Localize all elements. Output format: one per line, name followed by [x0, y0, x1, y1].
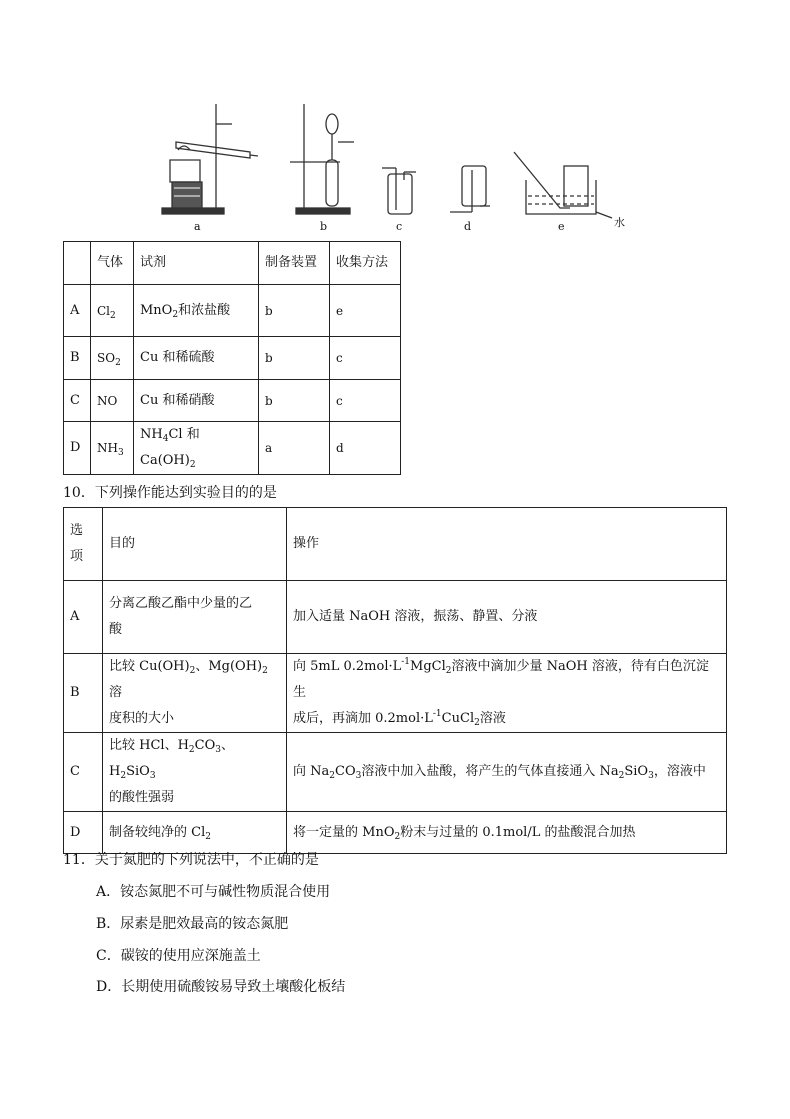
option-d: D．长期使用硫酸铵易导致土壤酸化板结 — [96, 979, 346, 995]
table-header-row — [64, 508, 727, 581]
collect-cell: e — [330, 285, 401, 337]
table-row — [64, 812, 727, 854]
header-cell — [64, 242, 91, 285]
row-label: C — [64, 733, 103, 812]
label-a: a — [194, 220, 201, 233]
option-a: A．铵态氮肥不可与碱性物质混合使用 — [96, 884, 331, 900]
gas-cell: $NH_3$ — [91, 422, 134, 475]
label-d: d — [464, 220, 472, 233]
reagent-cell: MnO$_2$和浓盐酸 — [134, 285, 259, 337]
table-row — [64, 581, 727, 654]
table-row — [64, 380, 401, 422]
gas-cell: $Cl_2$ — [91, 285, 134, 337]
water-label: 水 — [614, 216, 625, 229]
experiment-table — [63, 507, 727, 854]
operation-cell: 向 $Na_2CO_3$溶液中加入盐酸，将产生的气体直接通入 $Na_2SiO_3$，溶液中 — [287, 733, 727, 812]
row-label: B — [64, 337, 91, 380]
label-c: c — [396, 220, 403, 233]
apparatus-c — [382, 168, 416, 214]
collect-cell: d — [330, 422, 401, 475]
label-e: e — [558, 220, 565, 233]
header-gas: 气体 — [91, 242, 134, 285]
purpose-cell: 分离乙酸乙酯中少量的乙 酸 — [103, 581, 287, 654]
table-row — [64, 733, 727, 812]
table-row — [64, 654, 727, 733]
header-operation: 操作 — [287, 508, 727, 581]
device-cell: b — [259, 380, 330, 422]
purpose-cell: 制备较纯净的 $Cl_2$ — [103, 812, 287, 854]
purpose-cell: 比较 $Cu(OH)_2$、$Mg(OH)_2$溶 度积的大小 — [103, 654, 287, 733]
row-label: A — [64, 285, 91, 337]
apparatus-b — [290, 104, 354, 214]
header-option: 选 项 — [64, 508, 103, 581]
question-10-title: 10．下列操作能达到实验目的的是 — [63, 485, 277, 501]
row-label: C — [64, 380, 91, 422]
apparatus-e — [514, 152, 612, 218]
reagent-cell: $NH_4Cl$ 和 $Ca(OH)_2$ — [134, 422, 259, 475]
apparatus-d — [450, 166, 490, 212]
row-label: D — [64, 422, 91, 475]
operation-cell: 加入适量 NaOH 溶液，振荡、静置、分液 — [287, 581, 727, 654]
option-c: C．碳铵的使用应深施盖土 — [96, 948, 261, 964]
row-label: D — [64, 812, 103, 854]
gas-cell: $SO_2$ — [91, 337, 134, 380]
row-label: B — [64, 654, 103, 733]
device-cell: a — [259, 422, 330, 475]
operation-cell: 将一定量的 MnO$_2$粉末与过量的 0.1mol/L 的盐酸混合加热 — [287, 812, 727, 854]
table-row — [64, 337, 401, 380]
header-purpose: 目的 — [103, 508, 287, 581]
question-11-title: 11．关于氮肥的下列说法中，不正确的是 — [63, 852, 319, 868]
reagent-cell: Cu 和稀硝酸 — [134, 380, 259, 422]
option-b: B．尿素是肥效最高的铵态氮肥 — [96, 916, 289, 932]
collect-cell: c — [330, 380, 401, 422]
row-label: A — [64, 581, 103, 654]
gas-cell: NO — [91, 380, 134, 422]
operation-cell: 向 5mL $0.2mol\cdot L^{-1}MgCl_2$溶液中滴加少量 NaOH 溶液，待有白色沉淀生 成后，再滴加 $0.2mol\cdot L^{-1}CuCl_2$溶液 — [287, 654, 727, 733]
purpose-cell: 比较 HCl、$H_2CO_3$、$H_2SiO_3$ 的酸性强弱 — [103, 733, 287, 812]
header-collect: 收集方法 — [330, 242, 401, 285]
apparatus-a — [162, 104, 258, 214]
apparatus-figure — [150, 100, 630, 235]
header-device: 制备装置 — [259, 242, 330, 285]
gas-preparation-table — [63, 241, 401, 475]
device-cell: b — [259, 337, 330, 380]
collect-cell: c — [330, 337, 401, 380]
table-header-row — [64, 242, 401, 285]
label-b: b — [320, 220, 328, 233]
header-reagent: 试剂 — [134, 242, 259, 285]
table-row — [64, 422, 401, 475]
device-cell: b — [259, 285, 330, 337]
table-row — [64, 285, 401, 337]
reagent-cell: Cu 和稀硫酸 — [134, 337, 259, 380]
